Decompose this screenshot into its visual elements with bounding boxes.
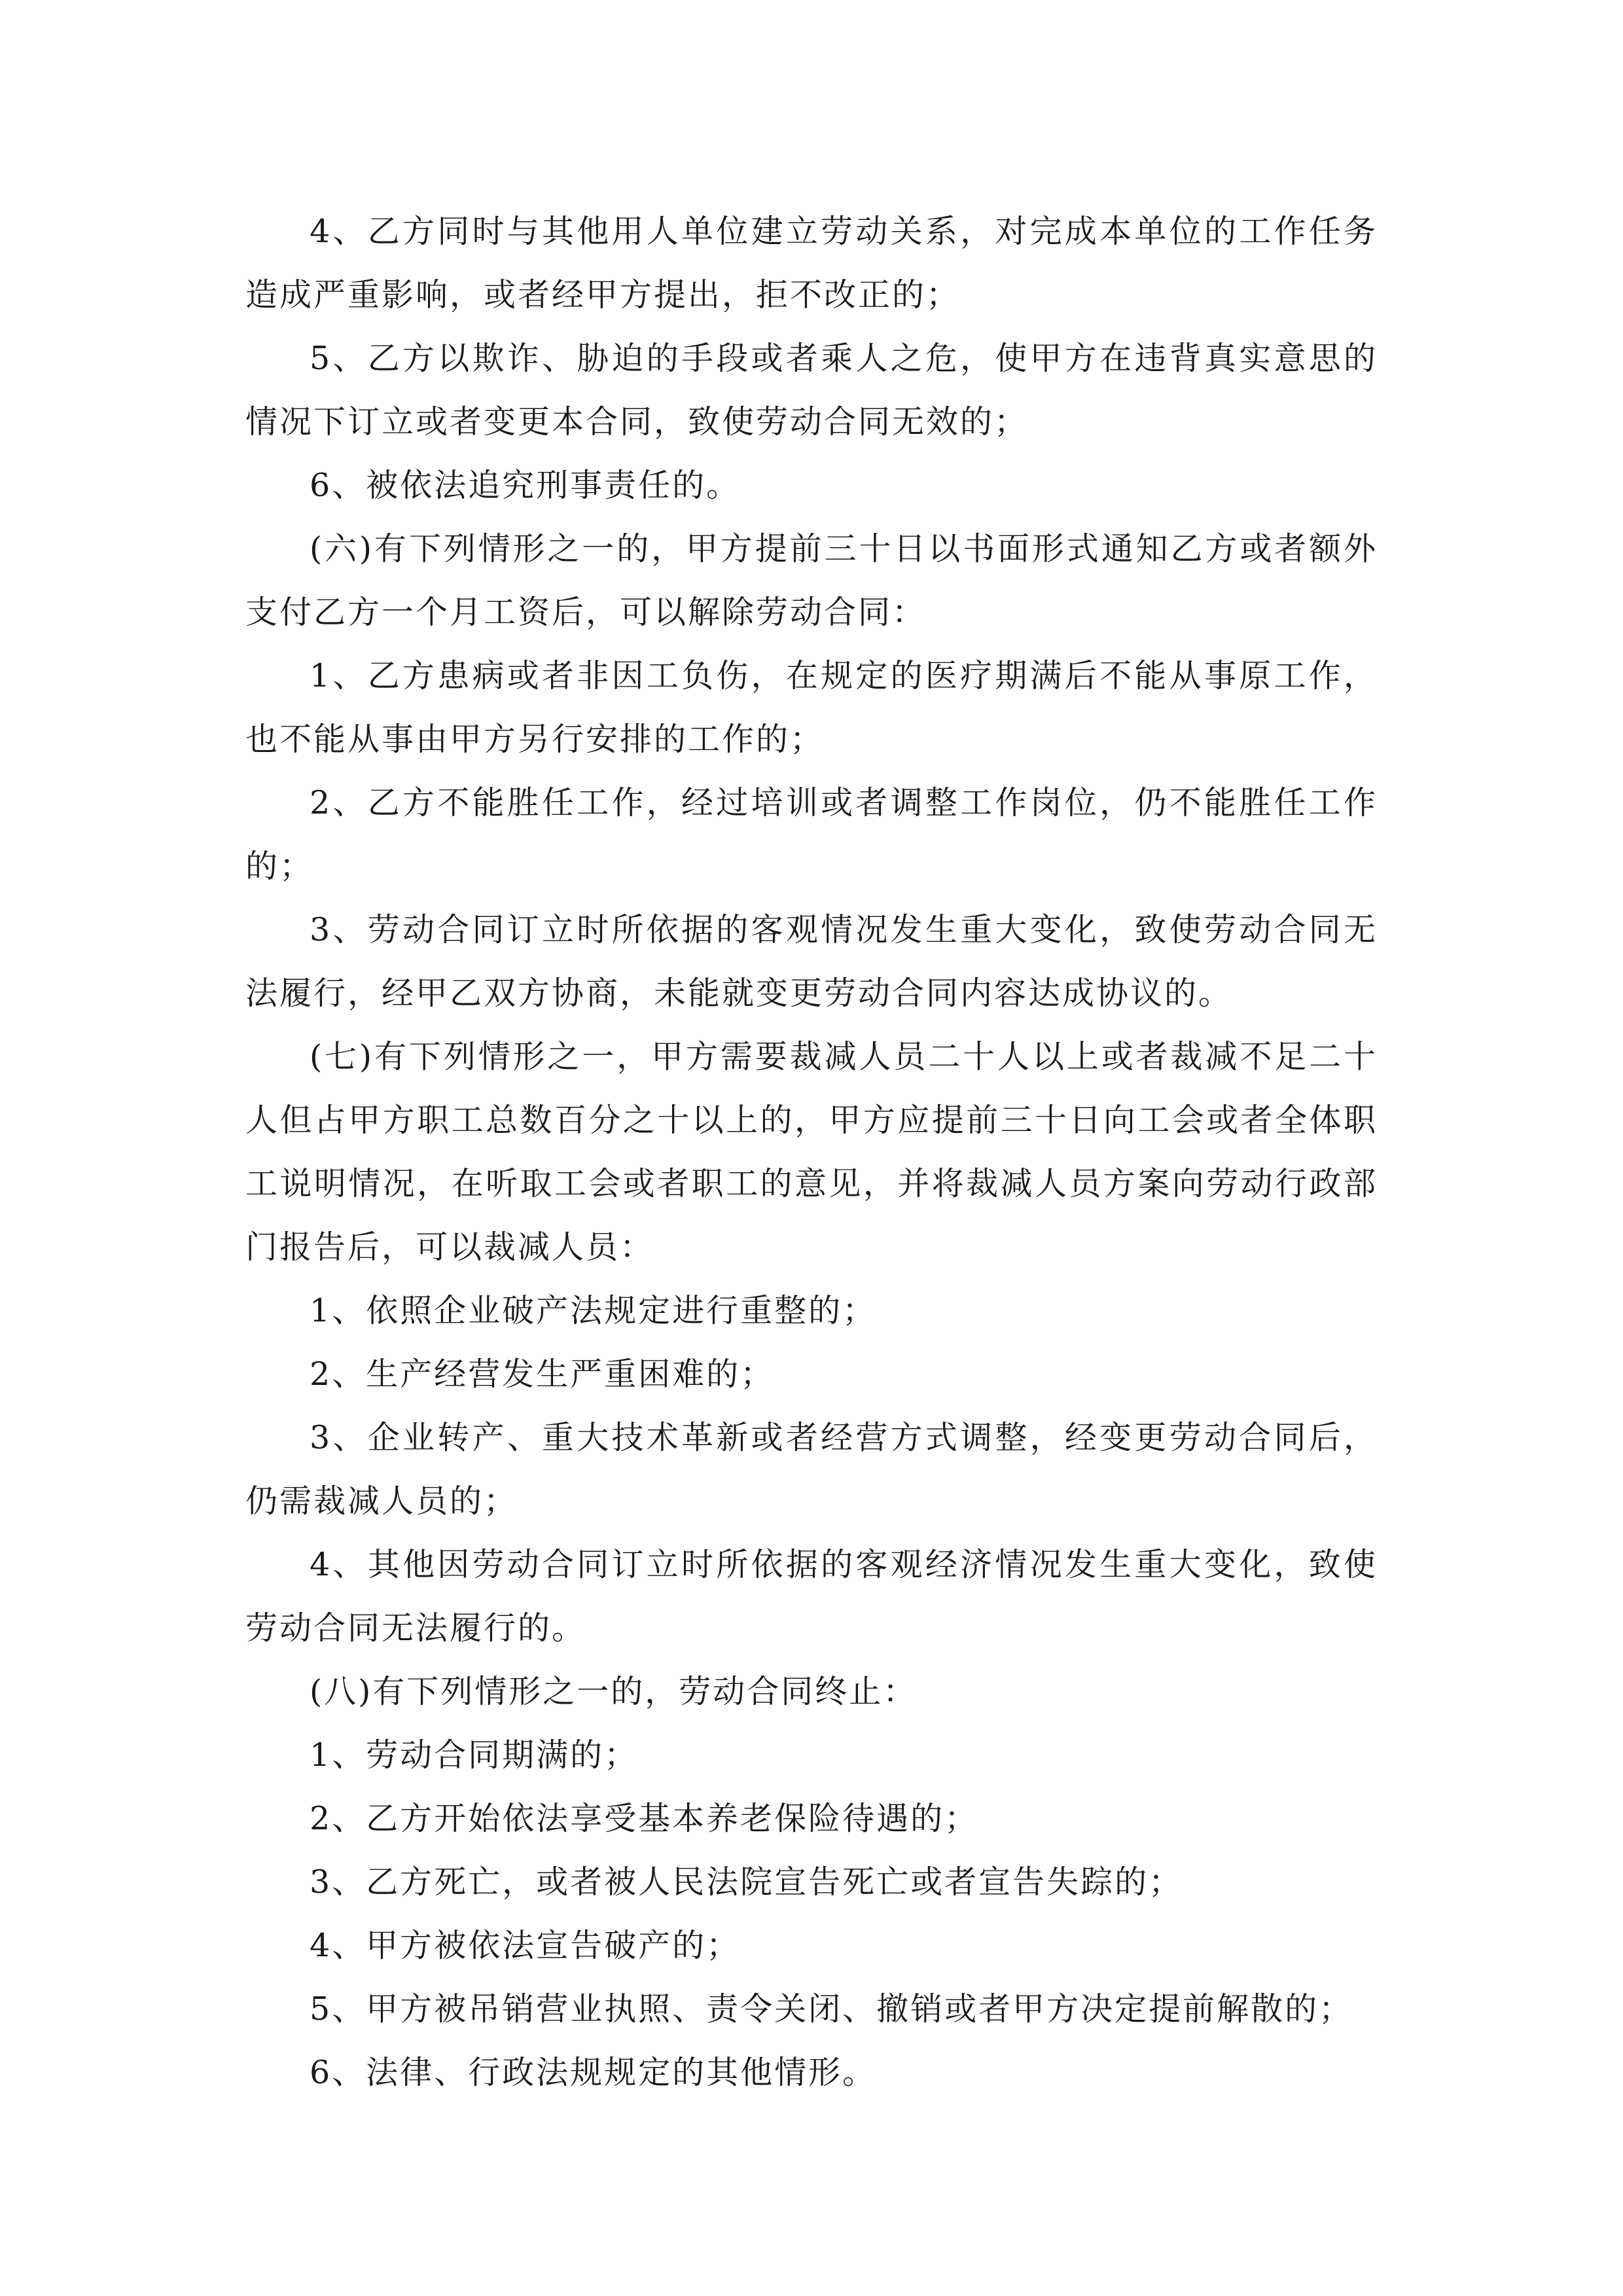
paragraph: 4、其他因劳动合同订立时所依据的客观经济情况发生重大变化，致使劳动合同无法履行的。 bbox=[245, 1546, 1378, 1647]
paragraph: 1、劳动合同期满的； bbox=[310, 1736, 639, 1774]
paragraph: 5、甲方被吊销营业执照、责令关闭、撤销或者甲方决定提前解散的； bbox=[310, 1990, 1353, 2028]
paragraph: 4、甲方被依法宣告破产的； bbox=[310, 1927, 741, 1964]
paragraph: 2、生产经营发生严重困难的； bbox=[310, 1355, 775, 1393]
paragraph: 3、劳动合同订立时所依据的客观情况发生重大变化，致使劳动合同无法履行，经甲乙双方协商，未能就变更劳动合同内容达成协议的。 bbox=[245, 911, 1378, 1012]
paragraph: 5、乙方以欺诈、胁迫的手段或者乘人之危，使甲方在违背真实意思的情况下订立或者变更本合同，致使劳动合同无效的； bbox=[245, 340, 1378, 440]
document-body bbox=[245, 200, 1378, 2104]
paragraph: 2、乙方不能胜任工作，经过培训或者调整工作岗位，仍不能胜任工作的； bbox=[245, 784, 1378, 885]
section-heading-paragraph: (七)有下列情形之一，甲方需要裁减人员二十人以上或者裁减不足二十人但占甲方职工总数百分之十以上的，甲方应提前三十日向工会或者全体职工说明情况，在听取工会或者职工的意见，并将裁减人员方案向劳动行政部门报告后，可以裁减人员： bbox=[245, 1038, 1378, 1266]
paragraph: 6、法律、行政法规规定的其他情形。 bbox=[310, 2054, 877, 2091]
paragraph: 3、企业转产、重大技术革新或者经营方式调整，经变更劳动合同后，仍需裁减人员的； bbox=[245, 1419, 1378, 1520]
paragraph: 1、乙方患病或者非因工负伤，在规定的医疗期满后不能从事原工作，也不能从事由甲方另行安排的工作的； bbox=[245, 657, 1378, 758]
paragraph: 3、乙方死亡，或者被人民法院宣告死亡或者宣告失踪的； bbox=[310, 1863, 1183, 1901]
paragraph: 1、依照企业破产法规定进行重整的； bbox=[310, 1292, 877, 1329]
paragraph: 6、被依法追究刑事责任的。 bbox=[310, 467, 741, 504]
paragraph: 2、乙方开始依法享受基本养老保险待遇的； bbox=[310, 1800, 979, 1837]
paragraph: 4、乙方同时与其他用人单位建立劳动关系，对完成本单位的工作任务造成严重影响，或者经甲方提出，拒不改正的； bbox=[245, 213, 1378, 314]
section-heading-paragraph: (八)有下列情形之一的，劳动合同终止： bbox=[310, 1673, 918, 1710]
section-heading-paragraph: (六)有下列情形之一的，甲方提前三十日以书面形式通知乙方或者额外支付乙方一个月工资后，可以解除劳动合同： bbox=[245, 530, 1378, 631]
